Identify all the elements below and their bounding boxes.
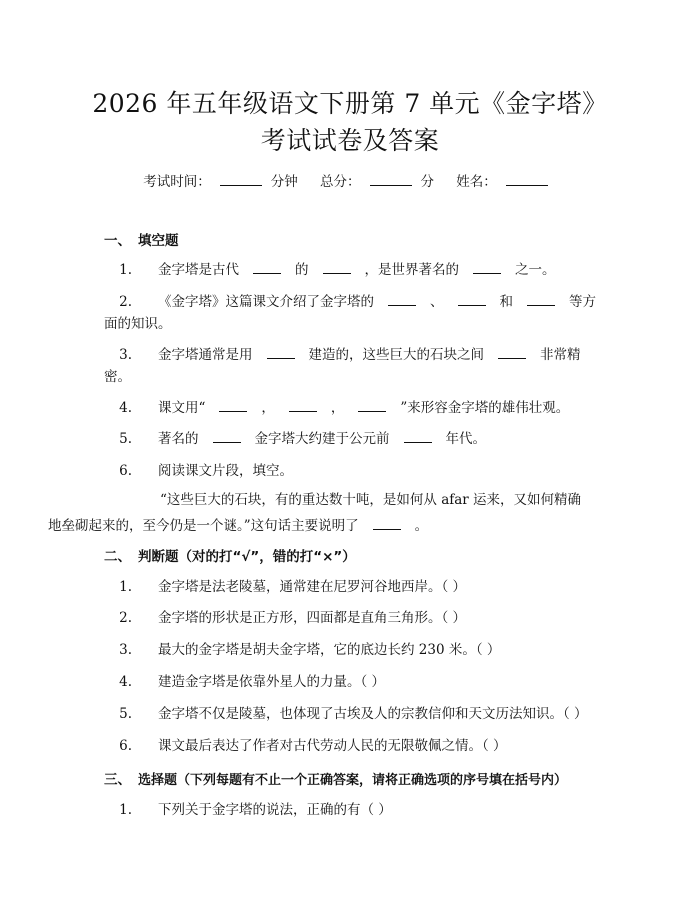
time-field xyxy=(143,174,298,190)
question-text: 下列关于金字塔的说法，正确的有（ ） xyxy=(158,802,392,818)
fill-question-4 xyxy=(104,397,604,419)
answer-blank[interactable] xyxy=(388,291,416,306)
exam-title-line1: 2026 年五年级语文下册第 7 单元《金字塔》 xyxy=(92,89,608,118)
question-text: 的 xyxy=(295,262,309,278)
question-number: 2. xyxy=(119,294,132,310)
judge-question-1 xyxy=(104,576,604,598)
question-text: ”来形容金字塔的雄伟壮观。 xyxy=(400,400,570,416)
exam-title-line2: 考试试卷及答案 xyxy=(260,126,440,155)
answer-blank[interactable] xyxy=(498,344,526,359)
score-blank[interactable] xyxy=(370,171,412,186)
question-text: 课文最后表达了作者对古代劳动人民的无限敬佩之情。（ ） xyxy=(158,738,507,754)
judge-question-6 xyxy=(104,735,604,757)
fill-question-6 xyxy=(104,460,604,482)
question-text: 课文用“ xyxy=(158,400,206,416)
reading-passage xyxy=(48,487,606,539)
fill-question-2 xyxy=(104,291,604,335)
time-unit: 分钟 xyxy=(270,174,298,190)
question-text: 阅读课文片段，填空。 xyxy=(158,463,293,479)
answer-blank[interactable] xyxy=(219,397,247,412)
passage-text: 地垒砌起来的，至今仍是一个谜。”这句话主要说明了 xyxy=(48,518,359,534)
question-text: 年代。 xyxy=(445,431,486,447)
question-number: 1. xyxy=(119,579,132,595)
question-number: 6. xyxy=(119,463,132,479)
question-text: 金字塔通常是用 xyxy=(158,347,253,363)
question-text: 金字塔是古代 xyxy=(158,262,239,278)
question-text: 金字塔的形状是正方形，四面都是直角三角形。（ ） xyxy=(158,610,467,626)
fill-question-1 xyxy=(104,259,604,281)
exam-meta xyxy=(0,170,700,190)
question-text: 金字塔是法老陵墓，通常建在尼罗河谷地西岸。（ ） xyxy=(158,579,467,595)
time-label: 考试时间： xyxy=(143,174,211,190)
question-text: 之一。 xyxy=(515,262,556,278)
question-text: ， xyxy=(261,400,275,416)
question-text: 、 xyxy=(430,294,444,310)
score-unit: 分 xyxy=(420,174,434,190)
question-text: 最大的金字塔是胡夫金字塔，它的底边长约 230 米。（ ） xyxy=(158,642,501,658)
answer-blank[interactable] xyxy=(373,515,401,530)
question-number: 1. xyxy=(119,802,132,818)
answer-blank[interactable] xyxy=(458,291,486,306)
question-text: 著名的 xyxy=(158,431,199,447)
choice-question-1 xyxy=(104,799,604,821)
section-heading-fill xyxy=(104,229,179,249)
time-blank[interactable] xyxy=(220,171,262,186)
answer-blank[interactable] xyxy=(323,259,351,274)
question-number: 4. xyxy=(119,674,132,690)
question-text: 《金字塔》这篇课文介绍了金字塔的 xyxy=(158,294,374,310)
name-field xyxy=(456,174,557,190)
section-title: 判断题（对的打“√”，错的打“×”） xyxy=(138,549,356,565)
answer-blank[interactable] xyxy=(289,397,317,412)
section-number: 三、 xyxy=(104,772,131,788)
answer-blank[interactable] xyxy=(358,397,386,412)
question-number: 4. xyxy=(119,400,132,416)
section-title: 选择题（下列每题有不止一个正确答案，请将正确选项的序号填在括号内） xyxy=(138,773,568,788)
question-text: 建造的，这些巨大的石块之间 xyxy=(308,347,484,363)
question-text: 建造金字塔是依靠外星人的力量。（ ） xyxy=(158,674,386,690)
answer-blank[interactable] xyxy=(253,259,281,274)
score-field xyxy=(320,174,434,190)
section-heading-judge xyxy=(104,545,356,565)
question-number: 6. xyxy=(119,738,132,754)
name-label: 姓名： xyxy=(456,174,497,190)
judge-question-4 xyxy=(104,671,604,693)
passage-text: “这些巨大的石块，有的重达数十吨，是如何从 afar 运来，又如何精确 xyxy=(160,492,582,508)
answer-blank[interactable] xyxy=(473,259,501,274)
question-text: ， xyxy=(330,400,345,416)
section-title: 填空题 xyxy=(138,233,179,249)
question-number: 2. xyxy=(119,610,132,626)
judge-question-2 xyxy=(104,607,604,629)
question-text: ，是世界著名的 xyxy=(364,262,459,278)
section-number: 二、 xyxy=(104,549,131,565)
answer-blank[interactable] xyxy=(213,428,241,443)
answer-blank[interactable] xyxy=(267,344,295,359)
question-text: 非常精 xyxy=(540,347,581,363)
judge-question-3 xyxy=(104,639,604,661)
question-text: 金字塔不仅是陵墓，也体现了古埃及人的宗教信仰和天文历法知识。（ ） xyxy=(158,706,588,722)
fill-question-5 xyxy=(104,428,604,450)
name-blank[interactable] xyxy=(506,171,548,186)
question-number: 3. xyxy=(119,642,132,658)
fill-question-3 xyxy=(104,344,604,388)
question-text: 和 xyxy=(499,294,513,310)
score-label: 总分： xyxy=(320,174,361,190)
question-number: 3. xyxy=(119,347,132,363)
question-number: 1. xyxy=(119,262,132,278)
question-text: 面的知识。 xyxy=(104,316,172,332)
question-number: 5. xyxy=(119,706,132,722)
question-text: 等方 xyxy=(569,294,596,310)
answer-blank[interactable] xyxy=(404,428,432,443)
section-heading-choice xyxy=(104,768,624,788)
question-text: 金字塔大约建于公元前 xyxy=(254,431,390,447)
question-number: 5. xyxy=(119,431,132,447)
section-number: 一、 xyxy=(104,233,131,249)
question-text: 密。 xyxy=(104,369,131,385)
passage-text: 。 xyxy=(414,518,429,534)
answer-blank[interactable] xyxy=(527,291,555,306)
judge-question-5 xyxy=(104,703,624,725)
